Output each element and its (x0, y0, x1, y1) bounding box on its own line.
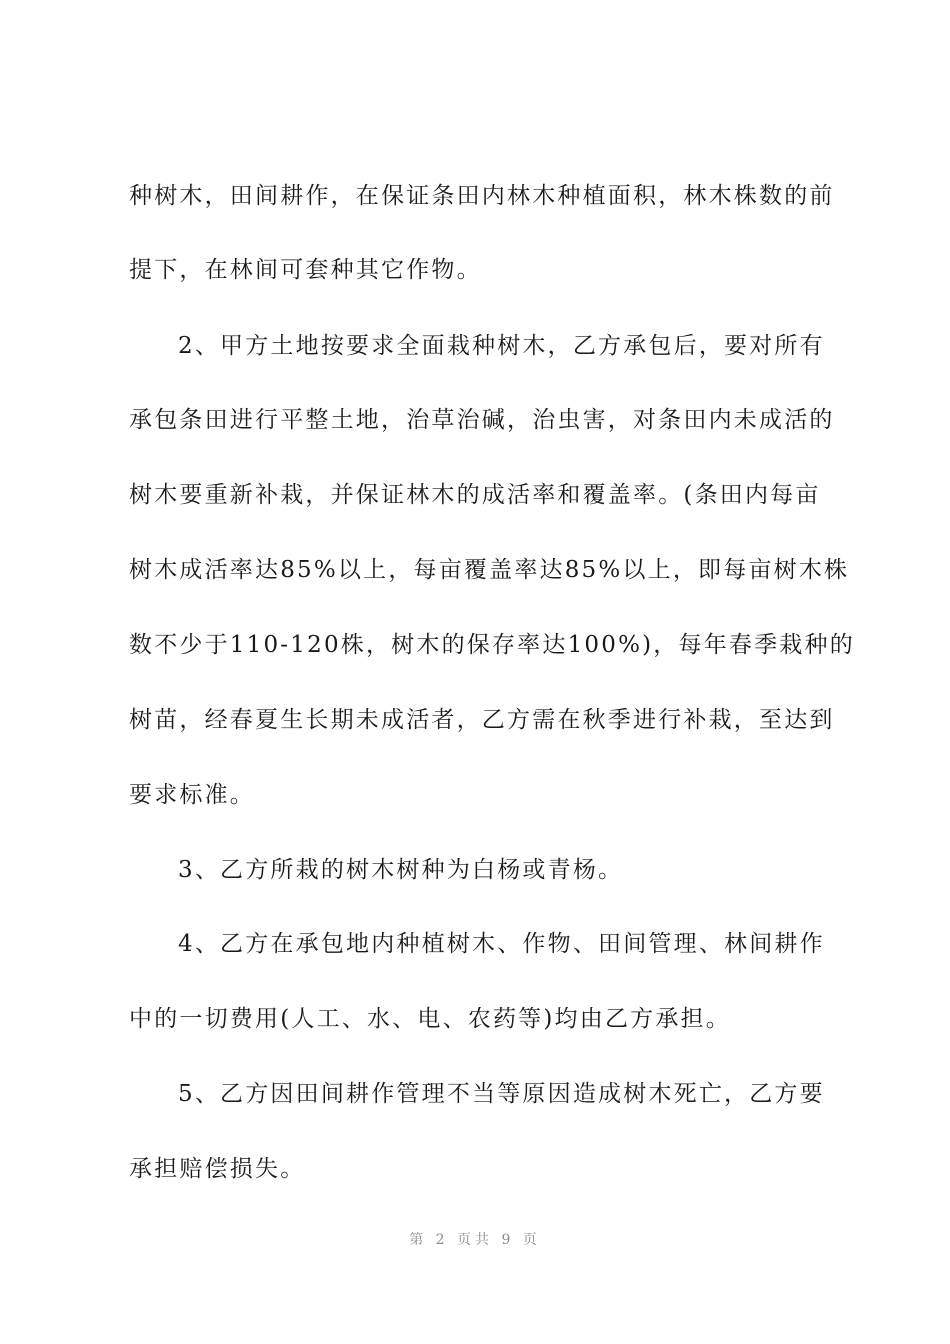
paragraph-4-line: 4、乙方在承包地内种植树木、作物、田间管理、林间耕作 (178, 931, 825, 957)
text-line: 数不少于110-120株，树木的保存率达100%)，每年春季栽种的 (129, 632, 855, 658)
text-line: 承包条田进行平整土地，治草治碱，治虫害，对条田内未成活的 (129, 407, 835, 433)
text-line: 树木要重新补栽，并保证林木的成活率和覆盖率。(条田内每亩 (129, 482, 821, 508)
text-line: 要求标准。 (129, 782, 255, 808)
paragraph-3-line: 3、乙方所栽的树木树种为白杨或青杨。 (178, 857, 624, 883)
text-line: 种树木，田间耕作，在保证条田内林木种植面积，林木株数的前 (129, 183, 835, 209)
text-line: 承担赔偿损失。 (129, 1156, 306, 1182)
paragraph-2-line: 2、甲方土地按要求全面栽种树木，乙方承包后，要对所有 (178, 333, 825, 359)
text-line: 提下，在林间可套种其它作物。 (129, 257, 482, 283)
text-line: 树木成活率达85%以上，每亩覆盖率达85%以上，即每亩树木株 (129, 557, 850, 583)
text-line: 中的一切费用(人工、水、电、农药等)均由乙方承担。 (129, 1006, 731, 1032)
text-line: 树苗，经春夏生长期未成活者，乙方需在秋季进行补栽，至达到 (129, 707, 835, 733)
page-number-footer: 第 2 页共 9 页 (409, 1232, 541, 1248)
paragraph-5-line: 5、乙方因田间耕作管理不当等原因造成树木死亡，乙方要 (178, 1081, 825, 1107)
